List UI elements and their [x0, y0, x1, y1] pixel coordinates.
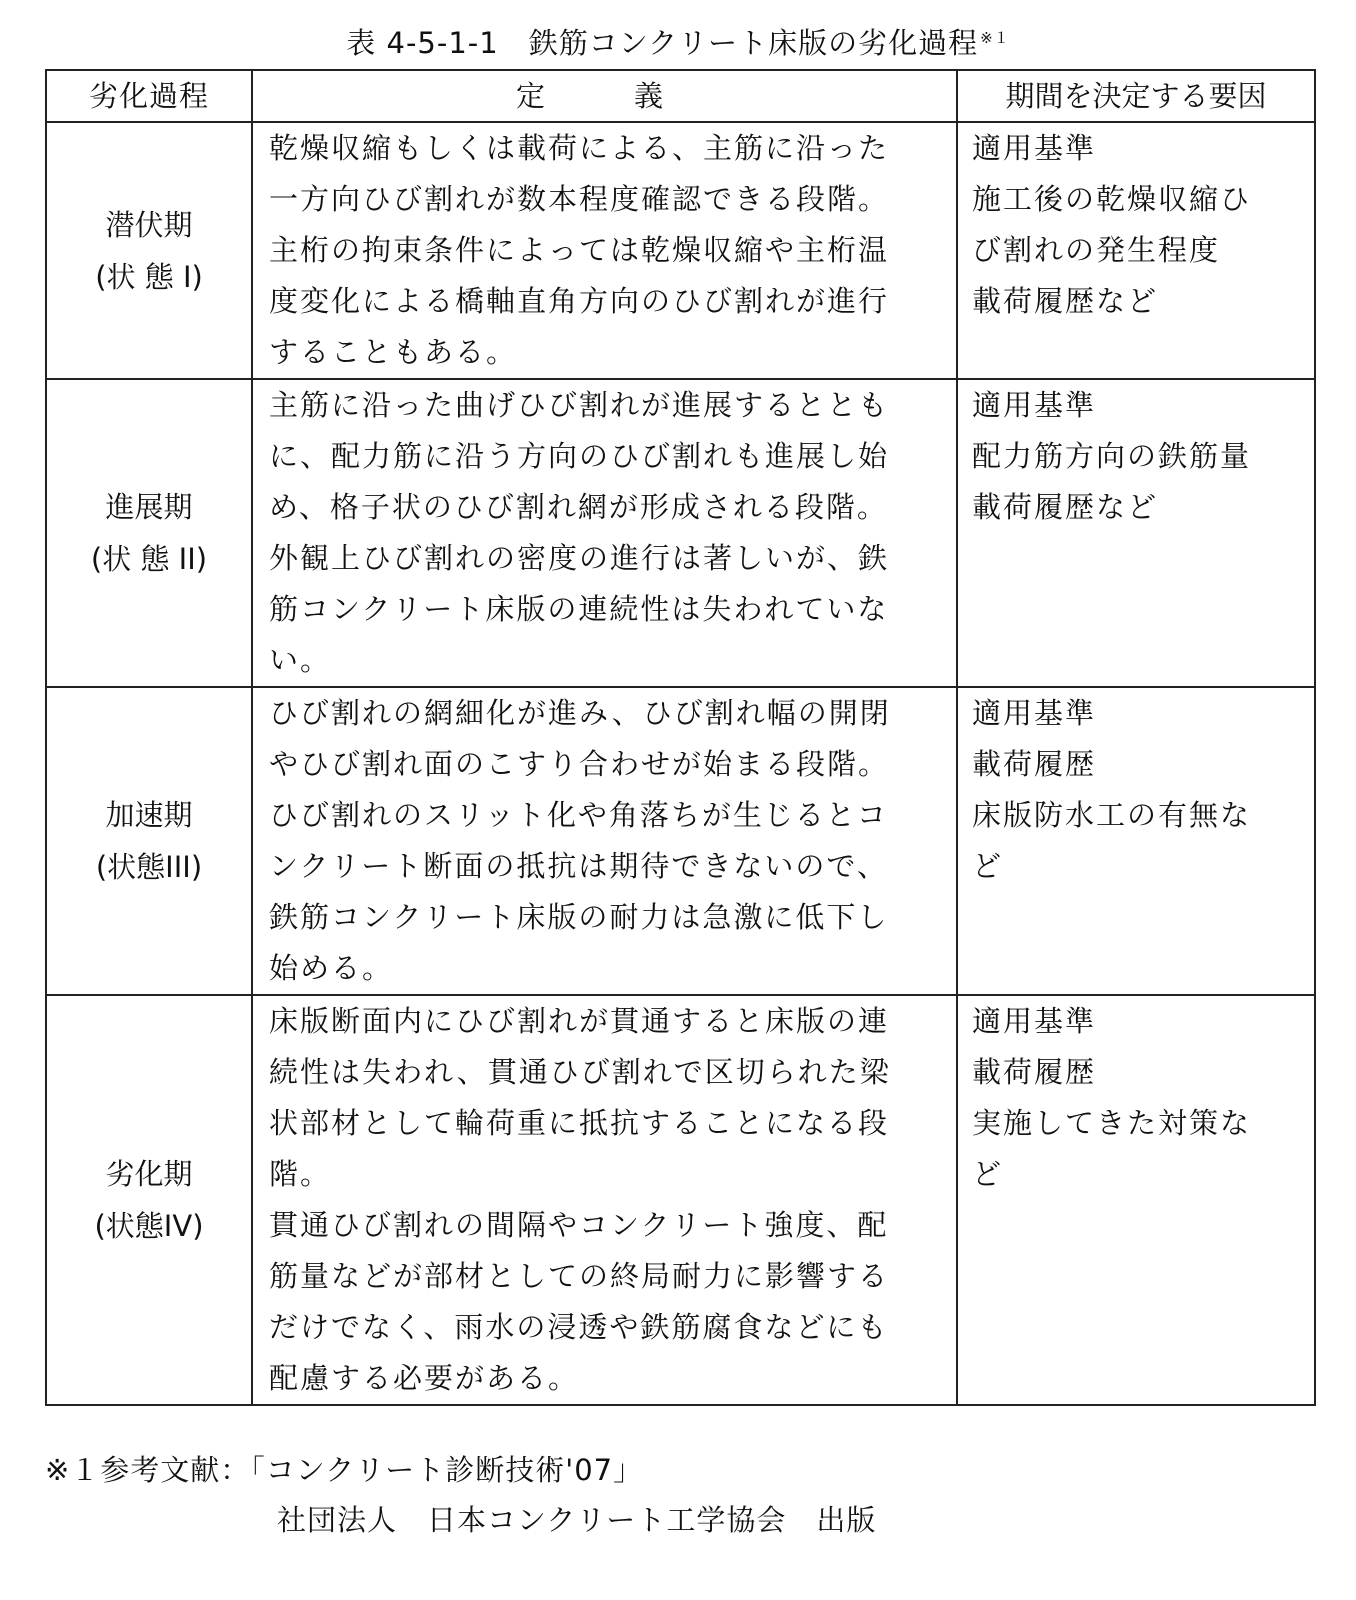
definition-line: 階。: [269, 1157, 332, 1191]
factor-line: 施工後の乾燥収縮ひ: [972, 182, 1252, 216]
stage-cell: [46, 995, 252, 1405]
table-row: [46, 379, 1315, 687]
table-header-row: [46, 70, 1315, 122]
factor-line: 適用基準: [972, 388, 1097, 422]
definition-line: 主筋に沿った曲げひび割れが進展するととも: [269, 388, 890, 422]
footnote-publisher: 社団法人 日本コンクリート工学協会 出版: [277, 1503, 877, 1537]
factor-line: 適用基準: [972, 1004, 1097, 1038]
factor-cell: [957, 995, 1315, 1405]
stage-name: 劣化期: [105, 1157, 193, 1191]
stage-cell: [46, 122, 252, 379]
stage-state: (状態IV): [94, 1209, 204, 1243]
definition-line: 床版断面内にひび割れが貫通すると床版の連: [269, 1004, 890, 1038]
definition-line: 続性は失われ、貫通ひび割れで区切られた梁: [269, 1055, 891, 1089]
caption-text: 表 4-5-1-1 鉄筋コンクリート床版の劣化過程: [346, 26, 979, 60]
factor-line: 載荷履歴: [972, 1055, 1097, 1089]
stage-name: 進展期: [105, 490, 193, 524]
definition-line: ひび割れのスリット化や角落ちが生じるとコ: [269, 798, 888, 832]
factor-line: 実施してきた対策な: [972, 1106, 1252, 1140]
stage-cell: [46, 687, 252, 995]
factor-line: 載荷履歴: [972, 747, 1097, 781]
factor-line: 適用基準: [972, 131, 1097, 165]
definition-line: 配慮する必要がある。: [269, 1361, 580, 1395]
definition-line: 貫通ひび割れの間隔やコンクリート強度、配: [269, 1208, 889, 1242]
stage-state: (状 態 I): [95, 259, 203, 294]
definition-line: ひび割れの網細化が進み、ひび割れ幅の開閉: [269, 696, 891, 730]
factor-line: ど: [972, 849, 1004, 883]
definition-line: することもある。: [269, 335, 518, 369]
definition-line: 度変化による橋軸直角方向のひび割れが進行: [269, 284, 890, 318]
table-row: [46, 687, 1315, 995]
stage-name: 加速期: [105, 798, 193, 832]
factor-line: 配力筋方向の鉄筋量: [972, 439, 1252, 473]
stage-state: (状態III): [95, 850, 203, 884]
factor-line: 床版防水工の有無な: [972, 798, 1252, 832]
factor-cell: [957, 122, 1315, 379]
definition-cell: [252, 995, 957, 1405]
definition-line: い。: [269, 643, 332, 677]
definition-line: 始める。: [269, 951, 394, 985]
definition-line: 一方向ひび割れが数本程度確認できる段階。: [269, 182, 890, 216]
footnote: [45, 1445, 876, 1545]
definition-line: 筋量などが部材としての終局耐力に影響する: [269, 1259, 890, 1293]
factor-line: 載荷履歴など: [972, 284, 1159, 318]
definition-line: 外観上ひび割れの密度の進行は著しいが、鉄: [269, 541, 890, 575]
definition-cell: [252, 379, 957, 687]
factor-line: 適用基準: [972, 696, 1097, 730]
definition-line: 筋コンクリート床版の連続性は失われていな: [269, 592, 889, 626]
definition-cell: [252, 122, 957, 379]
header-factors: 期間を決定する要因: [957, 70, 1315, 122]
factor-line: ど: [972, 1157, 1004, 1191]
definition-cell: [252, 687, 957, 995]
stage-cell: [46, 379, 252, 687]
header-stage: 劣化過程: [46, 70, 252, 122]
definition-line: やひび割れ面のこすり合わせが始まる段階。: [269, 747, 890, 781]
stage-name: 潜伏期: [105, 207, 193, 242]
caption-ref-mark: ※１: [980, 29, 1010, 47]
definition-line: に、配力筋に沿う方向のひび割れも進展し始: [269, 439, 890, 473]
factor-cell: [957, 687, 1315, 995]
stage-state: (状 態 II): [90, 542, 208, 576]
factor-line: 載荷履歴など: [972, 490, 1159, 524]
header-definition: 定 義: [252, 70, 957, 122]
definition-line: 主桁の拘束条件によっては乾燥収縮や主桁温: [269, 233, 890, 267]
table-row: [46, 122, 1315, 379]
definition-line: ンクリート断面の抵抗は期待できないので、: [269, 849, 888, 883]
factor-cell: [957, 379, 1315, 687]
table-caption: [0, 18, 1356, 73]
definition-line: め、格子状のひび割れ網が形成される段階。: [269, 490, 888, 524]
definition-line: 鉄筋コンクリート床版の耐力は急激に低下し: [269, 900, 889, 934]
footnote-reference: ※１参考文献：「コンクリート診断技術'07」: [45, 1453, 644, 1487]
definition-line: 乾燥収縮もしくは載荷による、主筋に沿った: [269, 131, 890, 165]
factor-line: び割れの発生程度: [972, 233, 1221, 267]
definition-line: だけでなく、雨水の浸透や鉄筋腐食などにも: [269, 1310, 889, 1344]
table-row: [46, 995, 1315, 1405]
definition-line: 状部材として輪荷重に抵抗することになる段: [269, 1106, 890, 1140]
deterioration-table: [45, 69, 1316, 1406]
